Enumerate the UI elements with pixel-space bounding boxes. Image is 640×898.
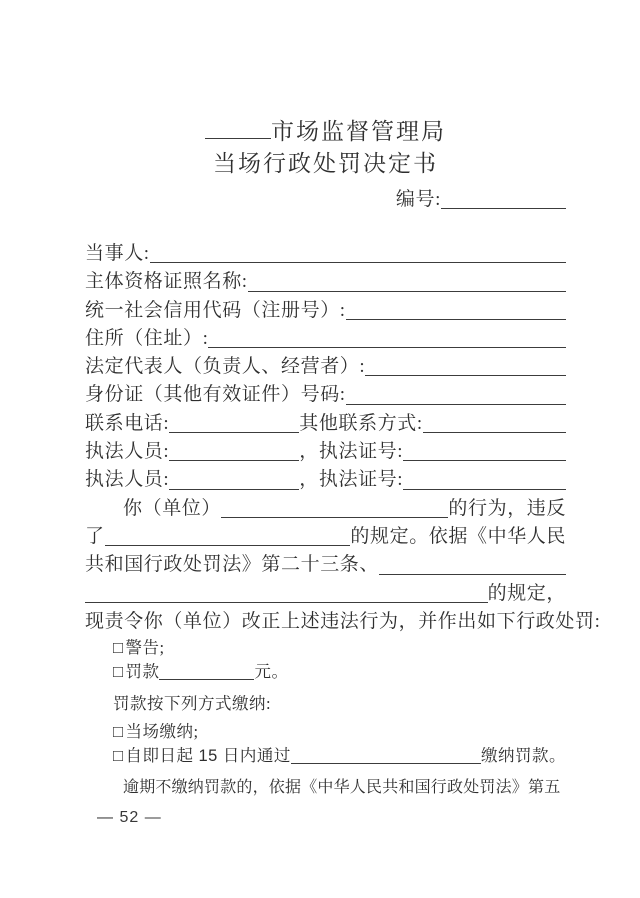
overdue-note-row xyxy=(85,776,566,800)
doc-number-blank xyxy=(441,186,566,209)
officer2-field-row xyxy=(85,466,566,494)
violation-behavior-blank xyxy=(221,495,448,518)
violation-tail-text: 的行为，违反 xyxy=(448,497,566,519)
credit-code-field-row xyxy=(85,297,566,325)
onsite-payment-row xyxy=(85,720,566,744)
bank-payment-checkbox-icon: □ xyxy=(113,746,124,766)
doc-number-row xyxy=(85,186,566,214)
warning-option-row xyxy=(85,636,566,660)
order-line xyxy=(85,608,601,636)
officer2-label: 执法人员: xyxy=(85,469,170,491)
legal-rep-field-row xyxy=(85,353,566,381)
license-label: 主体资格证照名称: xyxy=(85,271,248,293)
address-label: 住所（住址）: xyxy=(85,327,209,349)
legal-basis-blank-2 xyxy=(85,580,488,603)
other-contact-blank xyxy=(423,410,566,433)
legal-basis-blank-1 xyxy=(379,551,566,574)
title-line-1 xyxy=(85,116,566,148)
credit-code-blank xyxy=(346,297,566,320)
fine-amount-blank xyxy=(159,660,254,680)
id-number-field-row xyxy=(85,381,566,409)
officer1-cert-blank xyxy=(403,438,566,461)
license-field-row xyxy=(85,268,566,296)
violation2-tail-text: 的规定。依据《中华人民 xyxy=(350,525,566,547)
officer1-cert-label: ，执法证号: xyxy=(299,441,404,463)
violation-line-1 xyxy=(85,495,566,523)
overdue-note-text: 逾期不缴纳罚款的，依据《中华人民共和国行政处罚法》第五 xyxy=(123,779,561,797)
bank-payment-tail-text: 缴纳罚款。 xyxy=(481,746,566,766)
fine-option-label: 罚款 xyxy=(125,662,160,682)
phone-label: 联系电话: xyxy=(85,412,170,434)
onsite-payment-checkbox-icon: □ xyxy=(113,722,124,742)
legal-rep-label: 法定代表人（负责人、经营者）: xyxy=(85,356,366,378)
document-title-agency: 市场监督管理局 xyxy=(271,119,446,144)
officer2-cert-label: ，执法证号: xyxy=(299,469,404,491)
party-blank xyxy=(150,240,566,263)
party-label: 当事人: xyxy=(85,243,150,264)
address-field-row xyxy=(85,325,566,353)
warning-checkbox-icon: □ xyxy=(113,638,124,658)
page-number: — 52 — xyxy=(97,809,162,827)
bank-payment-row xyxy=(85,744,566,768)
legal-basis-text: 共和国行政处罚法》第二十三条、 xyxy=(85,554,380,576)
license-blank xyxy=(248,268,566,291)
party-field-row xyxy=(85,240,566,268)
address-blank xyxy=(208,325,566,348)
title-line-2 xyxy=(85,148,566,180)
legal-basis-tail-text: 的规定， xyxy=(487,582,566,604)
bank-payment-days-number: 15 xyxy=(198,747,218,766)
fine-checkbox-icon: □ xyxy=(113,662,124,682)
document-title-main: 当场行政处罚决定书 xyxy=(213,151,438,176)
bank-payment-mid-text: 日内通过 xyxy=(222,746,291,766)
fine-option-row xyxy=(85,660,566,684)
fine-unit-label: 元。 xyxy=(254,662,289,682)
bank-payment-pre-text: 自即日起 xyxy=(125,746,194,766)
id-number-blank xyxy=(346,381,566,404)
id-number-label: 身份证（其他有效证件）号码: xyxy=(85,384,346,406)
violation2-lead-text: 了 xyxy=(85,525,105,547)
legal-basis-line-2 xyxy=(85,580,566,608)
officer1-name-blank xyxy=(169,438,299,461)
contact-field-row xyxy=(85,410,566,438)
order-text: 现责令你（单位）改正上述违法行为，并作出如下行政处罚: xyxy=(85,610,601,632)
doc-number-label: 编号: xyxy=(395,189,441,210)
warning-option-label: 警告; xyxy=(125,638,165,658)
violated-law-blank xyxy=(105,523,351,546)
legal-rep-blank xyxy=(365,353,566,376)
payment-intro-row xyxy=(85,692,566,716)
officer1-label: 执法人员: xyxy=(85,441,170,463)
legal-basis-line-1 xyxy=(85,551,566,579)
party-info-section xyxy=(85,240,601,830)
violation-lead-text: 你（单位） xyxy=(123,497,222,519)
other-contact-label: 其他联系方式: xyxy=(299,412,423,434)
officer2-name-blank xyxy=(169,466,299,489)
payment-intro-text: 罚款按下列方式缴纳: xyxy=(113,694,272,714)
violation-line-2 xyxy=(85,523,566,551)
bank-payment-channel-blank xyxy=(291,744,481,764)
phone-blank xyxy=(169,410,299,433)
officer2-cert-blank xyxy=(403,466,566,489)
credit-code-label: 统一社会信用代码（注册号）: xyxy=(85,299,346,321)
officer1-field-row xyxy=(85,438,566,466)
onsite-payment-label: 当场缴纳; xyxy=(125,722,199,742)
agency-name-blank xyxy=(205,138,271,139)
